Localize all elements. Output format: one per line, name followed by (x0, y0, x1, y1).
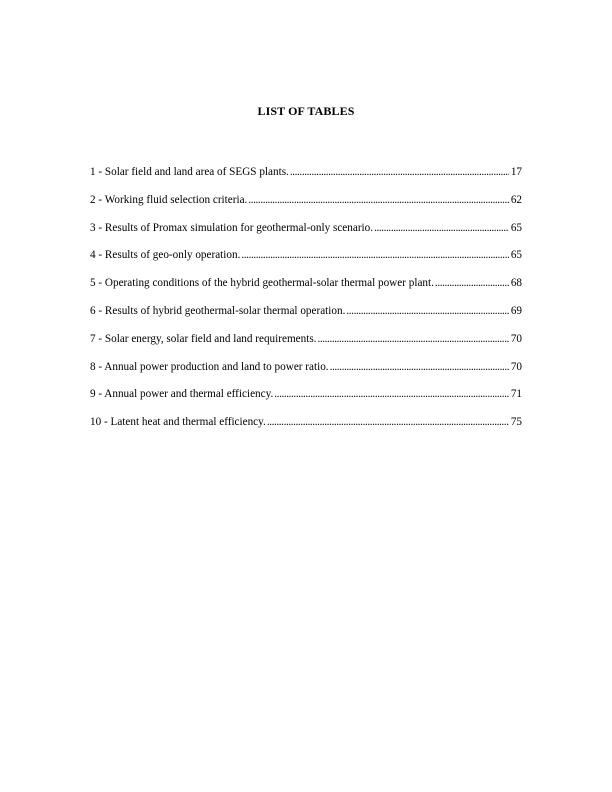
list-item[interactable] (90, 387, 522, 415)
dot-leader (274, 387, 509, 401)
list-item[interactable] (90, 415, 522, 443)
dot-leader (374, 221, 509, 235)
list-item[interactable] (90, 332, 522, 360)
page-number: 70 (510, 332, 522, 345)
table-caption: 4 - Results of geo-only operation. (90, 249, 241, 262)
dot-leader (330, 360, 509, 374)
table-caption: 8 - Annual power production and land to power ratio. (90, 360, 329, 373)
page-title: LIST OF TABLES (257, 104, 355, 118)
page-number: 70 (510, 360, 522, 373)
page-number: 65 (510, 221, 522, 234)
dot-leader (346, 304, 509, 318)
page-number: 69 (510, 304, 522, 317)
list-item[interactable] (90, 165, 522, 193)
list-item[interactable] (90, 276, 522, 304)
dot-leader (248, 193, 509, 207)
table-caption: 9 - Annual power and thermal efficiency. (90, 388, 274, 401)
table-caption: 2 - Working fluid selection criteria. (90, 193, 248, 206)
list-item[interactable] (90, 221, 522, 249)
table-caption: 5 - Operating conditions of the hybrid geothermal-solar thermal power plant. (90, 277, 434, 290)
table-caption: 7 - Solar energy, solar field and land requirements. (90, 332, 317, 345)
dot-leader (435, 276, 509, 290)
table-list (90, 165, 522, 443)
list-item[interactable] (90, 304, 522, 332)
table-caption: 6 - Results of hybrid geothermal-solar thermal operation. (90, 304, 346, 317)
dot-leader (290, 165, 509, 179)
page-number: 75 (510, 416, 522, 429)
page-number: 68 (510, 277, 522, 290)
page-number: 17 (510, 166, 522, 178)
list-item[interactable] (90, 193, 522, 221)
table-caption: 10 - Latent heat and thermal efficiency. (90, 416, 266, 429)
dot-leader (267, 415, 509, 429)
page-number: 71 (510, 388, 522, 401)
dot-leader (241, 248, 509, 262)
table-caption: 1 - Solar field and land area of SEGS plants. (90, 166, 289, 178)
list-item[interactable] (90, 360, 522, 388)
list-item[interactable] (90, 248, 522, 276)
dot-leader (317, 332, 509, 346)
table-caption: 3 - Results of Promax simulation for geothermal-only scenario. (90, 221, 374, 234)
page-number: 62 (510, 193, 522, 206)
page-number: 65 (510, 249, 522, 262)
